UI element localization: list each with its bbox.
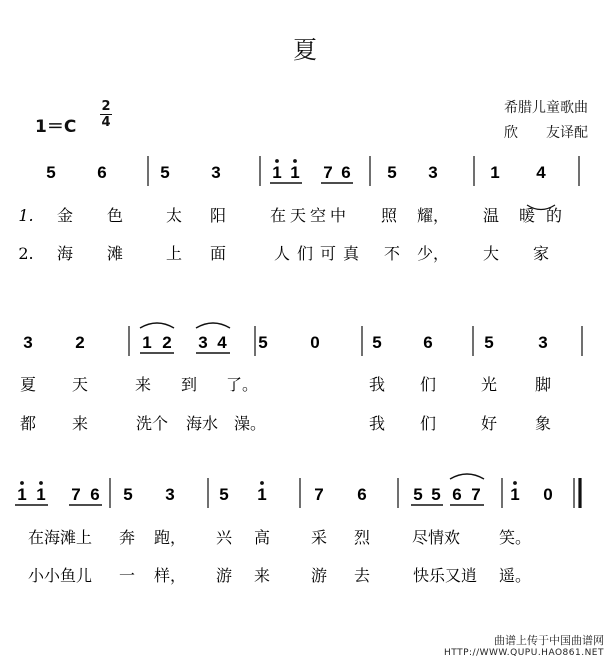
- lyric-verse1-s2-5: 我: [368, 375, 386, 394]
- note-s3-9: 6: [357, 485, 367, 504]
- note-s1-2: 5: [160, 163, 170, 182]
- note-s2-9: 6: [423, 333, 433, 352]
- lyric-verse2-s1-0: 2.: [18, 244, 34, 263]
- note-s2-3: 2: [162, 333, 172, 352]
- note-s1-7: 6: [341, 163, 351, 182]
- lyric-verse1-s1-13: 的: [545, 206, 563, 225]
- note-s1-1: 6: [97, 163, 107, 182]
- lyric-verse2-s3-8: 遥。: [498, 566, 532, 585]
- lyric-verse2-s1-3: 上: [165, 244, 183, 263]
- lyric-verse1-s3-8: 笑。: [498, 528, 532, 547]
- note-s1-10: 1: [490, 163, 500, 182]
- note-s3-13: 7: [471, 485, 481, 504]
- note-s2-6: 5: [258, 333, 268, 352]
- note-s1-5: 1: [290, 163, 300, 182]
- lyric-verse1-s1-4: 阳: [209, 206, 227, 225]
- lyric-verse1-s1-10: 耀，: [416, 206, 450, 225]
- octave-dot-s3-1: [39, 481, 43, 485]
- lyric-verse2-s3-1: 一: [118, 566, 136, 585]
- note-s3-11: 5: [431, 485, 441, 504]
- lyric-verse1-s1-1: 金: [56, 206, 74, 225]
- lyric-verse2-s3-4: 来: [253, 566, 271, 585]
- lyric-verse2-s1-2: 滩: [106, 244, 124, 263]
- octave-dot-s1-4: [275, 159, 279, 163]
- lyric-verse1-s3-5: 采: [310, 528, 328, 547]
- song-title: 夏: [293, 36, 317, 64]
- note-s1-4: 1: [272, 163, 282, 182]
- note-s1-6: 7: [323, 163, 333, 182]
- lyric-verse2-s3-6: 去: [353, 566, 371, 585]
- lyric-verse1-s1-8: 中: [329, 206, 347, 225]
- note-s2-2: 1: [142, 333, 152, 352]
- lyric-verse2-s3-3: 游: [215, 566, 233, 585]
- slur-s3-0: [450, 474, 484, 479]
- note-s3-1: 1: [36, 485, 46, 504]
- lyric-verse2-s2-3: 海水: [185, 414, 219, 433]
- lyric-verse1-s2-8: 脚: [534, 375, 552, 394]
- lyric-verse2-s3-7: 快乐又逍: [412, 566, 478, 585]
- note-s1-11: 4: [536, 163, 546, 182]
- note-s3-0: 1: [17, 485, 27, 504]
- note-s1-3: 3: [211, 163, 221, 182]
- lyric-verse1-s2-7: 光: [480, 375, 498, 394]
- lyric-verse2-s1-1: 海: [56, 244, 74, 263]
- octave-dot-s3-14: [513, 481, 517, 485]
- lyric-verse1-s3-3: 兴: [215, 528, 233, 547]
- note-s3-4: 5: [123, 485, 133, 504]
- lyric-verse2-s2-2: 洗个: [135, 414, 169, 433]
- lyric-verse1-s2-0: 夏: [19, 375, 37, 394]
- lyric-verse1-s2-1: 天: [71, 375, 89, 394]
- watermark-text: 曲谱上传于中国曲谱网: [494, 634, 604, 647]
- lyric-verse2-s2-1: 来: [71, 414, 89, 433]
- lyric-verse2-s2-7: 好: [480, 414, 498, 433]
- lyric-verse2-s1-11: 大: [482, 244, 500, 263]
- note-s2-0: 3: [23, 333, 33, 352]
- note-s1-0: 5: [46, 163, 56, 182]
- lyric-verse1-s3-7: 尽情欢: [411, 528, 461, 547]
- lyric-verse1-s3-1: 奔: [118, 528, 136, 547]
- lyric-verse2-s1-5: 人: [273, 244, 291, 263]
- lyric-verse2-s2-8: 象: [534, 414, 552, 433]
- lyric-verse1-s3-0: 在海滩上: [27, 528, 93, 547]
- lyric-verse1-s1-0: 1.: [18, 206, 34, 225]
- key-signature: 1＝C: [35, 117, 77, 137]
- note-s2-8: 5: [372, 333, 382, 352]
- slur-s2-0: [140, 323, 174, 328]
- lyric-verse2-s1-9: 不: [383, 244, 401, 263]
- note-s2-10: 5: [484, 333, 494, 352]
- note-s3-5: 3: [165, 485, 175, 504]
- note-s3-7: 1: [257, 485, 267, 504]
- octave-dot-s1-5: [293, 159, 297, 163]
- time-numerator: 2: [101, 99, 111, 114]
- note-s2-7: 0: [310, 333, 320, 352]
- note-s1-8: 5: [387, 163, 397, 182]
- note-s3-6: 5: [219, 485, 229, 504]
- note-s3-8: 7: [314, 485, 324, 504]
- note-s3-3: 6: [90, 485, 100, 504]
- lyric-verse1-s1-6: 天: [289, 206, 307, 225]
- lyric-verse2-s1-6: 们: [296, 244, 314, 263]
- octave-dot-s3-7: [260, 481, 264, 485]
- time-denominator: 4: [101, 115, 111, 130]
- lyric-verse2-s1-12: 家: [532, 244, 550, 263]
- note-s3-14: 1: [510, 485, 520, 504]
- watermark-url: HTTP://WWW.QUPU.HAO861.NET: [443, 648, 604, 658]
- lyric-verse1-s2-2: 来: [134, 375, 152, 394]
- lyric-verse2-s2-5: 我: [368, 414, 386, 433]
- lyric-verse1-s3-2: 跑，: [153, 528, 187, 547]
- lyric-verse1-s1-2: 色: [106, 206, 124, 225]
- note-s2-5: 4: [217, 333, 227, 352]
- note-s2-11: 3: [538, 333, 548, 352]
- lyric-verse2-s1-8: 真: [342, 244, 360, 263]
- lyric-verse1-s2-3: 到: [180, 375, 198, 394]
- lyric-verse2-s1-7: 可: [319, 244, 337, 263]
- credit-arranger: 欣 友译配: [504, 125, 588, 141]
- note-s3-2: 7: [71, 485, 81, 504]
- credit-origin: 希腊儿童歌曲: [504, 100, 588, 116]
- lyric-verse2-s3-2: 样，: [153, 566, 187, 585]
- lyric-verse2-s2-6: 们: [419, 414, 437, 433]
- lyric-verse1-s2-4: 了。: [225, 375, 259, 394]
- lyric-verse1-s1-3: 太: [165, 206, 183, 225]
- note-s3-10: 5: [413, 485, 423, 504]
- lyric-verse1-s1-7: 空: [309, 206, 327, 225]
- site-watermark: [444, 634, 604, 660]
- lyric-verse2-s1-4: 面: [209, 244, 227, 263]
- lyric-verse1-s3-6: 烈: [353, 528, 371, 547]
- lyric-verse1-s1-12: 暖: [518, 206, 536, 225]
- note-s3-12: 6: [452, 485, 462, 504]
- note-s2-1: 2: [75, 333, 85, 352]
- note-s3-15: 0: [543, 485, 553, 504]
- lyric-verse1-s2-6: 们: [419, 375, 437, 394]
- lyric-verse2-s3-5: 游: [310, 566, 328, 585]
- lyric-verse2-s3-0: 小小鱼儿: [27, 566, 93, 585]
- lyric-verse2-s2-4: 澡。: [233, 414, 267, 433]
- octave-dot-s3-0: [20, 481, 24, 485]
- lyric-verse2-s1-10: 少，: [416, 244, 450, 263]
- lyric-verse2-s2-0: 都: [19, 414, 37, 433]
- note-s1-9: 3: [428, 163, 438, 182]
- lyric-verse1-s1-5: 在: [269, 206, 287, 225]
- note-s2-4: 3: [198, 333, 208, 352]
- lyric-verse1-s1-9: 照: [380, 206, 398, 225]
- lyric-verse1-s3-4: 高: [253, 528, 271, 547]
- slur-s2-1: [196, 323, 230, 328]
- lyric-verse1-s1-11: 温: [482, 206, 500, 225]
